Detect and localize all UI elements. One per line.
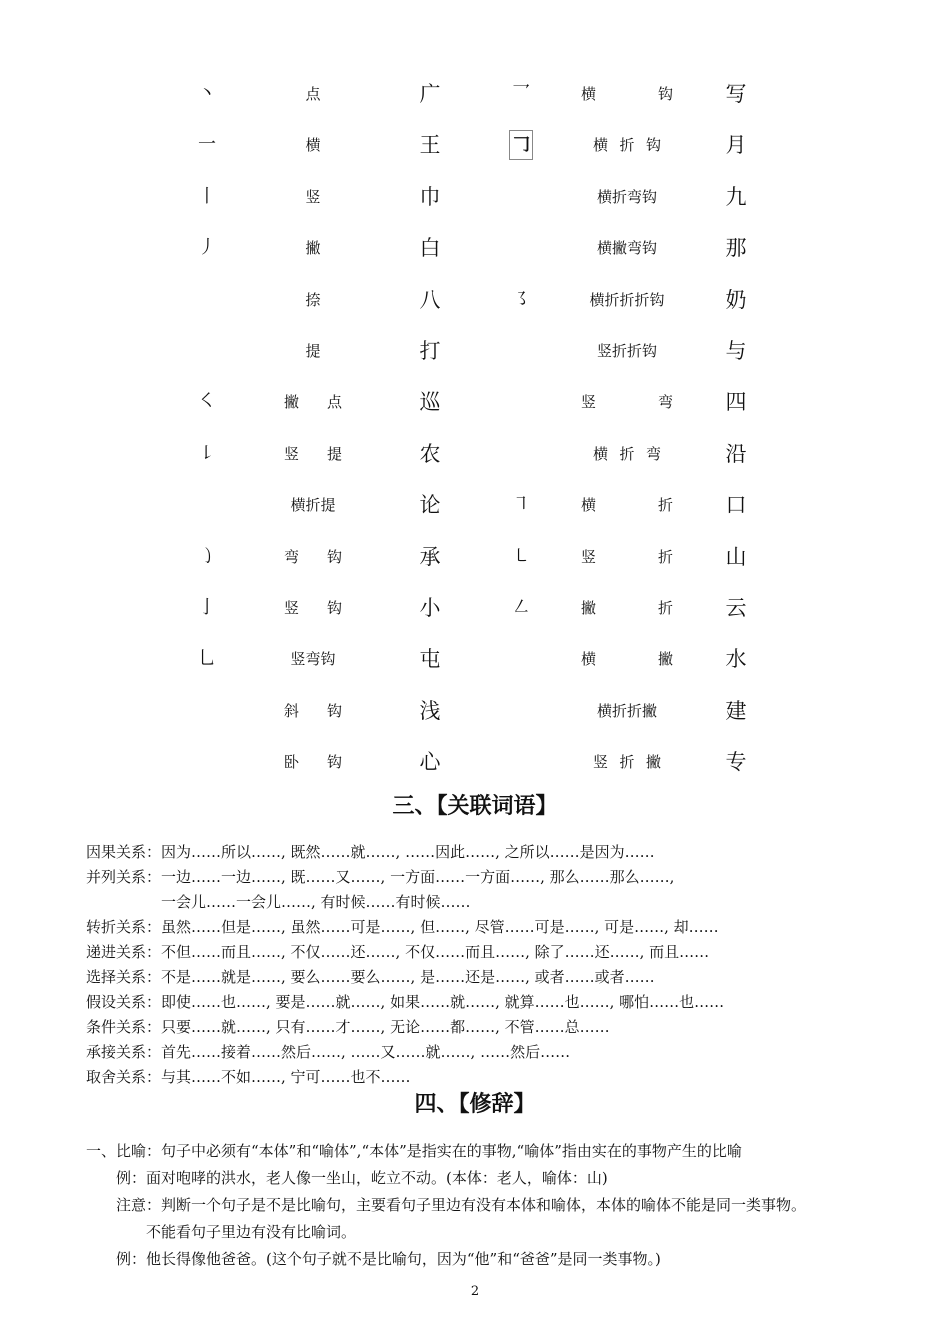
stroke-name: 横折折折钩 — [589, 291, 665, 309]
example-character: 建 — [725, 699, 747, 723]
conjunction-line: 并列关系：一边……一边……, 既……又……, 一方面……一方面……, 那么……那么……, — [86, 868, 675, 886]
stroke-name: 横撇 — [581, 650, 673, 668]
stroke-row — [0, 593, 950, 623]
stroke-symbol: ㇕ — [512, 494, 530, 515]
conjunction-line: 递进关系：不但……而且……, 不仅……还……, 不仅……而且……, 除了……还……, 而且…… — [86, 943, 710, 961]
stroke-symbol: ㇜ — [512, 597, 530, 618]
stroke-row — [0, 233, 950, 263]
conjunction-line: 承接关系：首先……接着……然后……, ……又……就……, ……然后…… — [86, 1043, 571, 1061]
stroke-symbol: 丿 — [198, 237, 216, 258]
stroke-symbol: 亅 — [198, 597, 216, 618]
example-character: 王 — [419, 133, 441, 157]
stroke-symbol: 乛 — [512, 83, 530, 104]
example-character: 农 — [419, 442, 441, 466]
stroke-name: 横折钩 — [593, 136, 661, 154]
example-character: 口 — [725, 493, 747, 517]
example-character: 浅 — [419, 699, 441, 723]
stroke-name: 撇 — [305, 239, 321, 257]
stroke-name: 竖弯 — [581, 393, 673, 411]
example-character: 小 — [419, 596, 441, 620]
example-character: 那 — [725, 236, 747, 260]
stroke-name: 竖折 — [581, 548, 673, 566]
stroke-name: 提 — [305, 342, 321, 360]
stroke-name: 竖折撇 — [593, 753, 661, 771]
example-character: 巡 — [419, 390, 441, 414]
stroke-row — [0, 285, 950, 315]
stroke-name: 横折 — [581, 496, 673, 514]
stroke-row — [0, 336, 950, 366]
stroke-row — [0, 542, 950, 572]
stroke-symbol: 丶 — [198, 83, 216, 104]
rhetoric-line: 不能看句子里边有没有比喻词。 — [86, 1223, 357, 1241]
stroke-symbol: 乚 — [198, 648, 216, 669]
rhetoric-notes — [86, 1138, 916, 1273]
stroke-name: 竖钩 — [284, 599, 342, 617]
example-character: 承 — [419, 545, 441, 569]
section-title-rhetoric: 四、【修辞】 — [414, 1092, 536, 1117]
example-character: 心 — [419, 750, 441, 774]
stroke-name: 斜钩 — [284, 702, 342, 720]
stroke-symbol: ㇄ — [512, 546, 530, 567]
stroke-name: 横折弯钩 — [596, 188, 658, 206]
conjunction-line: 一会儿……一会儿……, 有时候……有时候…… — [86, 893, 471, 911]
rhetoric-line: 例：他长得像他爸爸。(这个句子就不是比喻句，因为“他”和“爸爸”是同一类事物。) — [86, 1250, 661, 1268]
page-number: 2 — [470, 1284, 480, 1299]
stroke-name: 竖弯钩 — [290, 650, 336, 668]
stroke-row — [0, 696, 950, 726]
stroke-symbol: ㇛ — [198, 391, 216, 412]
stroke-symbol: ㇁ — [198, 546, 216, 567]
stroke-name: 横折折撇 — [596, 702, 658, 720]
rhetoric-line: 例：面对咆哮的洪水，老人像一坐山，屹立不动。(本体：老人，喻体：山) — [86, 1169, 608, 1187]
section-title-conjunctions: 三、【关联词语】 — [392, 794, 558, 819]
stroke-name: 弯钩 — [284, 548, 342, 566]
example-character: 月 — [725, 133, 747, 157]
stroke-symbol: 一 — [198, 134, 216, 155]
example-character: 四 — [725, 390, 747, 414]
stroke-name: 横撇弯钩 — [596, 239, 658, 257]
stroke-name: 卧钩 — [284, 753, 342, 771]
rhetoric-line: 一、比喻：句子中必须有“本体”和“喻体”,“本体”是指实在的事物,“喻体”指由实在的事物产生的比喻 — [86, 1142, 742, 1160]
stroke-name: 横钩 — [581, 85, 673, 103]
stroke-name: 竖折折钩 — [596, 342, 658, 360]
example-character: 广 — [419, 82, 441, 106]
stroke-name: 撇点 — [284, 393, 342, 411]
stroke-row — [0, 79, 950, 109]
rhetoric-line: 注意：判断一个句子是不是比喻句，主要看句子里边有没有本体和喻体，本体的喻体不能是同一类事物。 — [86, 1196, 807, 1214]
stroke-row — [0, 182, 950, 212]
stroke-symbol: ㇌ — [512, 289, 530, 310]
example-character: 专 — [725, 750, 747, 774]
example-character: 水 — [725, 647, 747, 671]
stroke-row — [0, 490, 950, 520]
stroke-row — [0, 439, 950, 469]
example-character: 白 — [419, 236, 441, 260]
stroke-name: 横折弯 — [593, 445, 661, 463]
stroke-symbol: ㇙ — [198, 443, 216, 464]
example-character: 八 — [419, 288, 441, 312]
example-character: 论 — [419, 493, 441, 517]
conjunction-line: 取舍关系：与其……不如……, 宁可……也不…… — [86, 1068, 411, 1086]
example-character: 九 — [725, 185, 747, 209]
example-character: 与 — [725, 339, 747, 363]
stroke-symbol: 𠃌 — [509, 130, 533, 160]
stroke-name: 竖提 — [284, 445, 342, 463]
stroke-symbol: 丨 — [198, 186, 216, 207]
stroke-row — [0, 747, 950, 777]
stroke-row — [0, 644, 950, 674]
stroke-name: 横折提 — [290, 496, 336, 514]
example-character: 云 — [725, 596, 747, 620]
conjunction-line: 条件关系：只要……就……, 只有……才……, 无论……都……, 不管……总…… — [86, 1018, 610, 1036]
conjunction-line: 选择关系：不是……就是……, 要么……要么……, 是……还是……, 或者……或者…… — [86, 968, 655, 986]
example-character: 写 — [725, 82, 747, 106]
conjunction-line: 转折关系：虽然……但是……, 虽然……可是……, 但……, 尽管……可是……, 可是……, 却…… — [86, 918, 719, 936]
stroke-name: 竖 — [305, 188, 321, 206]
conjunction-line: 假设关系：即使……也……, 要是……就……, 如果……就……, 就算……也……, 哪怕……也…… — [86, 993, 725, 1011]
stroke-row — [0, 130, 950, 160]
example-character: 屯 — [419, 647, 441, 671]
stroke-name: 捺 — [305, 291, 321, 309]
example-character: 沿 — [725, 442, 747, 466]
example-character: 打 — [419, 339, 441, 363]
example-character: 巾 — [419, 185, 441, 209]
example-character: 奶 — [725, 288, 747, 312]
example-character: 山 — [725, 545, 747, 569]
stroke-name: 点 — [305, 85, 321, 103]
stroke-name: 横 — [305, 136, 321, 154]
stroke-name: 撇折 — [581, 599, 673, 617]
stroke-row — [0, 387, 950, 417]
conjunction-list — [86, 840, 916, 1090]
conjunction-line: 因果关系：因为……所以……, 既然……就……, ……因此……, 之所以……是因为…… — [86, 843, 655, 861]
